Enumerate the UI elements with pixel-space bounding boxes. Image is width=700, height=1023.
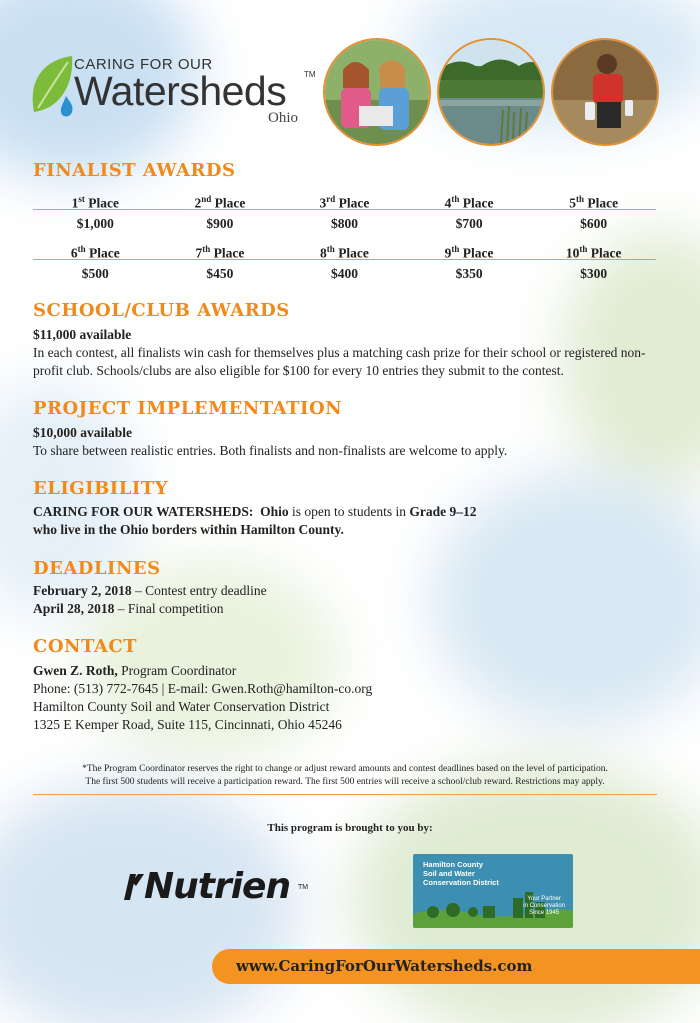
place-suffix: th xyxy=(202,244,211,254)
place-suffix: th xyxy=(77,244,86,254)
place-suffix: th xyxy=(451,244,460,254)
contact-phone-email[interactable]: Phone: (513) 772-7645 | E-mail: Gwen.Roth@hamilton-co.org xyxy=(33,681,373,696)
project-implementation-section xyxy=(33,424,673,460)
place-suffix: nd xyxy=(201,194,212,204)
school-club-heading: SCHOOL/CLUB AWARDS xyxy=(33,300,290,321)
place-word: Place xyxy=(462,195,494,211)
eligibility-line2: who live in the Ohio borders within Hamilton County. xyxy=(33,522,344,537)
hcswcd-tagline xyxy=(523,896,565,917)
nutrien-logo xyxy=(122,866,312,914)
hcswcd-title-line: Hamilton County xyxy=(423,860,483,869)
logo-watersheds-text: Watersheds xyxy=(74,68,287,114)
award-place-row xyxy=(33,190,656,210)
nutrien-trademark: TM xyxy=(298,884,309,891)
finalist-awards-heading: FINALIST AWARDS xyxy=(33,160,236,181)
place-suffix: th xyxy=(579,244,588,254)
deadlines-list xyxy=(33,582,673,618)
award-amount: $800 xyxy=(330,216,358,231)
place-word: Place xyxy=(338,245,369,261)
hcswcd-title-line: Conservation District xyxy=(423,878,499,887)
logo-trademark: TM xyxy=(304,70,316,79)
place-word: Place xyxy=(590,245,622,261)
place-suffix: th xyxy=(326,244,335,254)
award-place-label xyxy=(33,190,158,209)
website-banner xyxy=(212,949,700,984)
place-word: Place xyxy=(89,245,120,261)
hcswcd-tag-line: Since 1945 xyxy=(529,910,560,916)
award-place-label xyxy=(158,190,283,209)
award-amount: $350 xyxy=(455,266,483,281)
award-place-label xyxy=(407,240,532,259)
award-amount-row xyxy=(33,210,656,240)
award-amount-row xyxy=(33,260,656,290)
award-place-label xyxy=(282,190,407,209)
place-suffix: rd xyxy=(326,194,336,204)
place-number: 6 xyxy=(70,245,78,261)
place-number: 2 xyxy=(194,195,202,211)
eligibility-section xyxy=(33,503,673,539)
award-place-label xyxy=(282,240,407,259)
place-word: Place xyxy=(338,195,370,211)
deadlines-heading: DEADLINES xyxy=(33,558,161,579)
student-water-sampling-photo xyxy=(551,38,659,146)
deadline-item xyxy=(33,582,673,600)
eligibility-program: CARING FOR OUR WATERSHEDS: xyxy=(33,504,254,519)
finalist-awards-table xyxy=(33,190,656,290)
hcswcd-tag-line: in Conservation xyxy=(523,903,565,909)
deadline-date: April 28, 2018 xyxy=(33,601,115,616)
project-implementation-heading: PROJECT IMPLEMENTATION xyxy=(33,398,343,419)
place-number: 3 xyxy=(319,195,327,211)
place-word: Place xyxy=(587,195,619,211)
award-amount: $700 xyxy=(455,216,483,231)
eligibility-text: is open to students in xyxy=(288,504,410,519)
place-number: 10 xyxy=(565,245,580,261)
eligibility-heading: ELIGIBILITY xyxy=(33,478,169,499)
place-number: 5 xyxy=(569,195,576,211)
award-place-label xyxy=(407,190,532,209)
award-amount: $500 xyxy=(81,266,109,281)
eligibility-state: Ohio xyxy=(260,504,289,519)
fine-print-line: The first 500 students will receive a participation reward. The first 500 entries will receive a school/club reward. Restrictions may apply. xyxy=(85,777,605,787)
contact-role: Program Coordinator xyxy=(117,663,237,678)
fine-print-line: *The Program Coordinator reserves the right to change or adjust reward amounts and contest deadlines based on the level of participation. xyxy=(82,764,608,774)
project-body: To share between realistic entries. Both finalists and non-finalists are welcome to apply. xyxy=(33,443,508,458)
place-word: Place xyxy=(213,245,245,261)
hcswcd-title-line: Soil and Water xyxy=(423,869,475,878)
logo-ohio-text: Ohio xyxy=(268,110,298,126)
place-word: Place xyxy=(214,195,246,211)
contact-address: 1325 E Kemper Road, Suite 115, Cincinnati, Ohio 45246 xyxy=(33,717,342,732)
deadline-date: February 2, 2018 xyxy=(33,583,132,598)
contact-section xyxy=(33,662,673,734)
contact-org: Hamilton County Soil and Water Conservation District xyxy=(33,699,330,714)
school-club-available: $11,000 available xyxy=(33,327,132,342)
school-club-body: In each contest, all finalists win cash for themselves plus a matching cash prize for their school or registered non-profit club. Schools/clubs are also eligible for $100 for every 10 entries they submit to the contest. xyxy=(33,345,646,378)
students-reading-icon xyxy=(325,40,429,144)
place-suffix: th xyxy=(575,194,584,204)
leaf-icon xyxy=(28,52,76,122)
lake-landscape-photo xyxy=(437,38,545,146)
caring-for-our-watersheds-logo xyxy=(28,48,318,128)
place-number: 9 xyxy=(444,245,452,261)
place-number: 7 xyxy=(195,245,203,261)
school-club-section xyxy=(33,326,673,380)
place-suffix: th xyxy=(451,194,460,204)
award-amount: $900 xyxy=(206,216,234,231)
place-word: Place xyxy=(88,195,119,211)
award-place-row xyxy=(33,240,656,260)
nutrien-wordmark: Nutrien xyxy=(144,866,291,907)
award-place-label xyxy=(33,240,158,259)
students-reading-photo xyxy=(323,38,431,146)
sponsors-caption: This program is brought to you by: xyxy=(267,822,433,834)
contact-name: Gwen Z. Roth, xyxy=(33,663,118,678)
award-amount: $300 xyxy=(580,266,608,281)
contact-heading: CONTACT xyxy=(33,636,138,657)
deadline-item xyxy=(33,600,673,618)
logo-caring-text: CARING FOR OUR xyxy=(74,56,213,73)
deadline-desc: – Contest entry deadline xyxy=(131,583,267,598)
hcswcd-title xyxy=(423,860,499,887)
deadline-desc: – Final competition xyxy=(114,601,224,616)
place-number: 8 xyxy=(320,245,327,261)
award-amount: $600 xyxy=(580,216,608,231)
divider xyxy=(33,794,657,795)
fine-print xyxy=(33,763,657,789)
award-amount: $1,000 xyxy=(76,216,114,231)
place-suffix: st xyxy=(78,194,85,204)
hamilton-county-swcd-logo xyxy=(413,854,573,928)
place-number: 4 xyxy=(444,195,452,211)
award-amount: $450 xyxy=(206,266,234,281)
place-word: Place xyxy=(462,245,494,261)
award-amount: $400 xyxy=(330,266,358,281)
project-available: $10,000 available xyxy=(33,425,133,440)
student-water-sampling-icon xyxy=(553,40,657,144)
eligibility-grades: Grade 9–12 xyxy=(409,504,477,519)
lake-landscape-icon xyxy=(439,40,543,144)
website-link[interactable]: www.CaringForOurWatersheds.com xyxy=(236,957,533,975)
award-place-label xyxy=(531,190,656,209)
place-number: 1 xyxy=(71,195,79,211)
award-place-label xyxy=(531,240,656,259)
award-place-label xyxy=(158,240,283,259)
hcswcd-tag-line: Your Partner xyxy=(527,896,561,902)
